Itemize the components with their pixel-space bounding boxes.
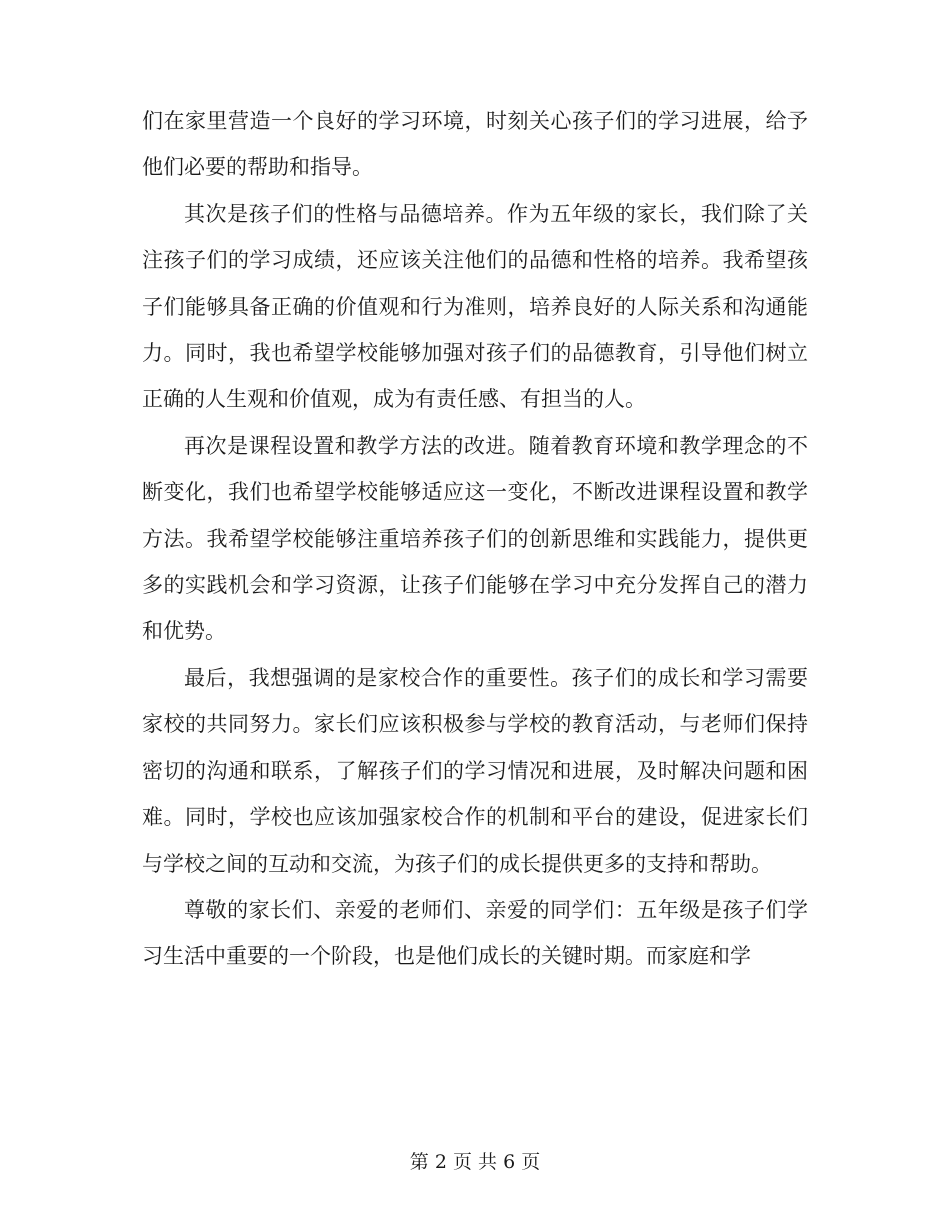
footer-suffix: 页	[521, 1151, 541, 1173]
page-footer	[0, 1147, 950, 1174]
paragraph-2: 其次是孩子们的性格与品德培养。作为五年级的家长，我们除了关注孩子们的学习成绩，还应该关注他们的品德和性格的培养。我希望孩子们能够具备正确的价值观和行为准则，培养良好的人际关系和沟通能力。同时，我也希望学校能够加强对孩子们的品德教育，引导他们树立正确的人生观和价值观，成为有责任感、有担当的人。	[142, 201, 808, 412]
footer-current-page: 2	[434, 1151, 447, 1173]
footer-total-word: 共	[478, 1151, 498, 1173]
paragraph-1: 们在家里营造一个良好的学习环境，时刻关心孩子们的学习进展，给予他们必要的帮助和指导。	[142, 109, 808, 180]
footer-page-word: 页	[452, 1151, 472, 1173]
footer-prefix: 第	[409, 1151, 429, 1173]
footer-total-pages: 6	[503, 1151, 516, 1173]
document-body	[142, 98, 808, 980]
paragraph-5: 尊敬的家长们、亲爱的老师们、亲爱的同学们：五年级是孩子们学习生活中重要的一个阶段，也是他们成长的关键时期。而家庭和学	[142, 897, 808, 969]
paragraph-3: 再次是课程设置和教学方法的改进。随着教育环境和教学理念的不断变化，我们也希望学校能够适应这一变化，不断改进课程设置和教学方法。我希望学校能够注重培养孩子们的创新思维和实践能力，提供更多的实践机会和学习资源，让孩子们能够在学习中充分发挥自己的潜力和优势。	[142, 433, 808, 644]
paragraph-4: 最后，我想强调的是家校合作的重要性。孩子们的成长和学习需要家校的共同努力。家长们应该积极参与学校的教育活动，与老师们保持密切的沟通和联系，了解孩子们的学习情况和进展，及时解决问题和困难。同时，学校也应该加强家校合作的机制和平台的建设，促进家长们与学校之间的互动和交流，为孩子们的成长提供更多的支持和帮助。	[142, 665, 808, 876]
